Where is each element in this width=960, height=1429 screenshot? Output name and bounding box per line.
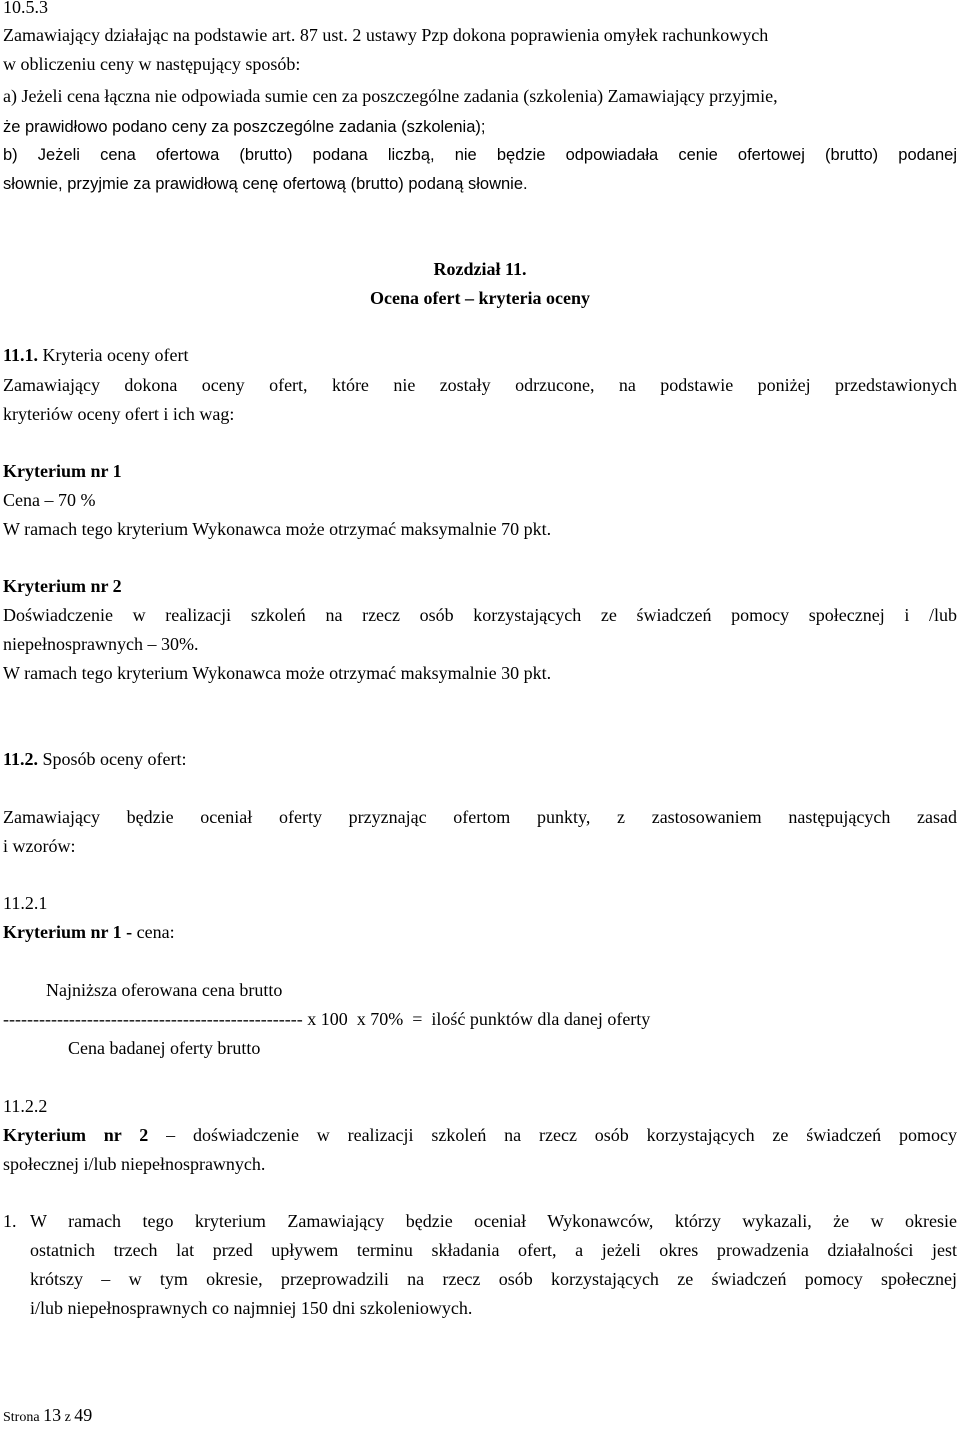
subsection-title-bold: Kryterium nr 2 — [3, 1125, 149, 1145]
section-heading-number: 11.2. — [3, 749, 39, 769]
list-item-a: a) Jeżeli cena łączna nie odpowiada sumie cen za poszczególne zadania (szkolenia) Zamawiający przyjmie, — [3, 86, 778, 106]
paragraph-line: Zamawiający dokona oceny ofert, które nie zostały odrzucone, na podstawie poniżej przedstawionych — [3, 375, 957, 395]
footer-label: Strona — [3, 1410, 44, 1425]
paragraph-line: i wzorów: — [3, 836, 76, 856]
list-marker: 1. — [3, 1211, 17, 1231]
paragraph-line: kryteriów oceny ofert i ich wag: — [3, 404, 235, 424]
subsection-title-rest: cena: — [132, 922, 175, 942]
paragraph-line: Zamawiający działając na podstawie art. 87 ust. 2 ustawy Pzp dokona poprawienia omyłek rachunkowych — [3, 25, 769, 45]
list-item-b-cont: słownie, przyjmie za prawidłową cenę ofertową (brutto) podaną słownie. — [3, 175, 528, 193]
criterion-2-desc-cont: niepełnosprawnych – 30%. — [3, 634, 199, 654]
criterion-1-max: W ramach tego kryterium Wykonawca może otrzymać maksymalnie 70 pkt. — [3, 519, 552, 539]
formula-numerator: Najniższa oferowana cena brutto — [46, 980, 283, 1000]
footer-separator: z — [61, 1410, 75, 1425]
criterion-2-desc: Doświadczenie w realizacji szkoleń na rzecz osób korzystających ze świadczeń pomocy społecznej i /lub — [3, 605, 957, 625]
list-item-line: ostatnich trzech lat przed upływem terminu składania ofert, a jeżeli okres prowadzenia działalności jest — [30, 1240, 957, 1260]
page-footer — [3, 1404, 92, 1429]
section-heading — [3, 344, 188, 366]
chapter-title: Rozdział 11. — [433, 259, 527, 279]
section-heading — [3, 748, 187, 770]
formula-fraction-line: -------------------------------------------------- x 100 x 70% = ilość punktów dla danej oferty — [3, 1009, 651, 1029]
list-item-line: i/lub niepełnosprawnych co najmniej 150 dni szkoleniowych. — [30, 1298, 473, 1318]
section-heading-number: 11.1. — [3, 345, 39, 365]
paragraph-line: w obliczeniu ceny w następujący sposób: — [3, 54, 301, 74]
chapter-subtitle: Ocena ofert – kryteria oceny — [370, 288, 590, 308]
subsection-number: 11.2.2 — [3, 1096, 48, 1116]
section-heading-text: Kryteria oceny ofert — [38, 345, 189, 365]
paragraph-line: Zamawiający będzie oceniał oferty przyznając ofertom punkty, z zastosowaniem następujących zasad — [3, 807, 957, 827]
subsection-number: 11.2.1 — [3, 893, 48, 913]
subsection-title — [3, 921, 175, 943]
criterion-1-title: Kryterium nr 1 — [3, 461, 122, 481]
criterion-2-max: W ramach tego kryterium Wykonawca może otrzymać maksymalnie 30 pkt. — [3, 663, 552, 683]
footer-page-number: 13 — [43, 1405, 62, 1425]
subsection-title-bold: Kryterium nr 1 - — [3, 922, 133, 942]
footer-page-total: 49 — [74, 1405, 93, 1425]
list-item-line: W ramach tego kryterium Zamawiający będzie oceniał Wykonawców, którzy wykazali, że w okresie — [30, 1211, 957, 1231]
subsection-title — [3, 1124, 957, 1146]
criterion-2-title: Kryterium nr 2 — [3, 576, 122, 596]
subsection-title-cont: społecznej i/lub niepełnosprawnych. — [3, 1154, 266, 1174]
list-item-a-cont: że prawidłowo podano ceny za poszczególne zadania (szkolenia); — [3, 118, 486, 136]
criterion-1-weight: Cena – 70 % — [3, 490, 96, 510]
section-heading-text: Sposób oceny ofert: — [38, 749, 187, 769]
list-item-b: b) Jeżeli cena ofertowa (brutto) podana liczbą, nie będzie odpowiadała cenie ofertowej (brutto) podanej — [3, 146, 957, 164]
subsection-title-rest: – doświadczenie w realizacji szkoleń na rzecz osób korzystających ze świadczeń pomocy — [148, 1125, 957, 1145]
list-item-line: krótszy – w tym okresie, przeprowadzili na rzecz osób korzystających ze świadczeń pomocy społecznej — [30, 1269, 957, 1289]
section-number: 10.5.3 — [3, 0, 48, 17]
formula-denominator: Cena badanej oferty brutto — [68, 1038, 261, 1058]
